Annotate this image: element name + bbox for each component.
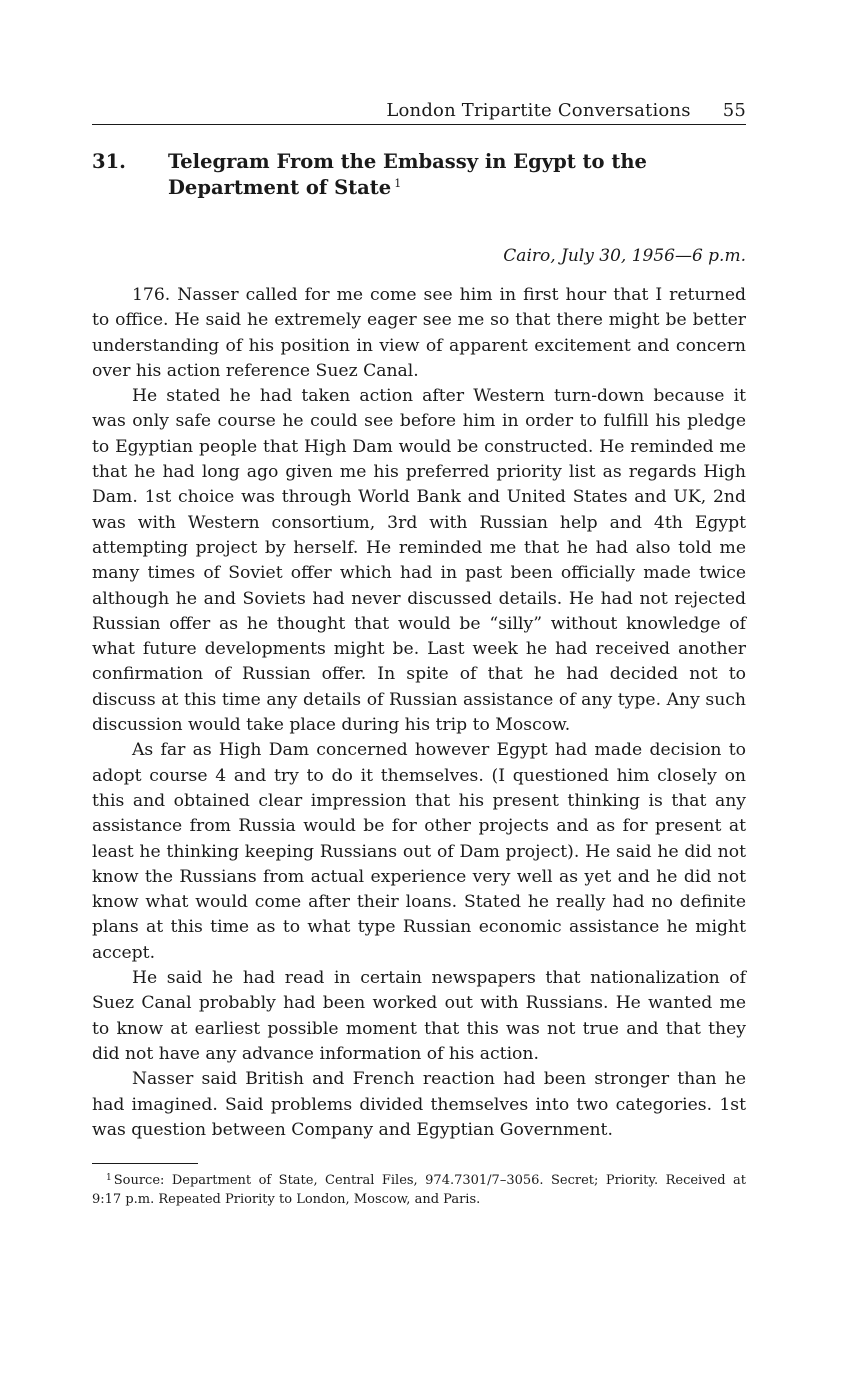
document-number: 31. [92,150,126,173]
paragraph-5: Nasser said British and French reaction had been stronger than he had imagined. Said problems divided themselves into two categories. 1st was question between Company and Egyptian Government. [92,1069,746,1140]
document-page [92,100,746,1209]
page-number: 55 [722,100,746,121]
document-heading [92,149,746,201]
document-title-block [168,149,746,201]
footnote-marker: 1 [106,1173,112,1184]
dateline: Cairo, July 30, 1956—6 p.m. [503,246,746,266]
paragraph-3: As far as High Dam concerned however Egypt had made decision to adopt course 4 and try to do it themselves. (I questioned him closely on this and obtained clear impression that his present thinking is that any assistance from Russia would be for other projects and as for present at least he thinking keeping Russians out of Dam project). He said he did not know the Russians from actual experience very well as yet and he did not know what would come after their loans. Stated he really had no definite plans at this time as to what type Russian economic assistance he might accept. [92,740,746,963]
footnote-divider [92,1163,198,1164]
paragraph-2: He stated he had taken action after Western turn-down because it was only safe course he could see before him in order to fulfill his pledge to Egyptian people that High Dam would be constructed. He reminded me that he had long ago given me his preferred priority list as regards High Dam. 1st choice was through World Bank and United States and UK, 2nd was with Western consortium, 3rd with Russian help and 4th Egypt attempting project by herself. He reminded me that he had also told me many times of Soviet offer which had in past been officially made twice although he and Soviets had never discussed details. He had not rejected Russian offer as he thought that would be “silly” without knowledge of what future developments might be. Last week he had received another confirmation of Russian offer. In spite of that he had decided not to discuss at this time any details of Russian assistance of any type. Any such discussion would take place during his trip to Moscow. [92,386,746,736]
telegram-body [92,283,746,1143]
running-head [92,100,746,125]
document-title: Telegram From the Embassy in Egypt to the Department of State [168,150,647,199]
footnote [92,1171,746,1209]
paragraph-4: He said he had read in certain newspapers that nationalization of Suez Canal probably had been worked out with Russians. He wanted me to know at earliest possible moment that this was not true and that they did not have any advance information of his action. [92,968,746,1064]
footnote-text: Source: Department of State, Central Files, 974.7301/7–3056. Secret; Priority. Received at 9:17 p.m. Repeated Priority to London, Moscow, and Paris. [92,1173,746,1208]
running-head-title: London Tripartite Conversations [386,100,691,121]
title-footnote-marker: 1 [394,177,402,190]
paragraph-1: 176. Nasser called for me come see him in first hour that I returned to office. He said he extremely eager see me so that there might be better understanding of his position in view of apparent excitement and concern over his action reference Suez Canal. [92,285,746,381]
